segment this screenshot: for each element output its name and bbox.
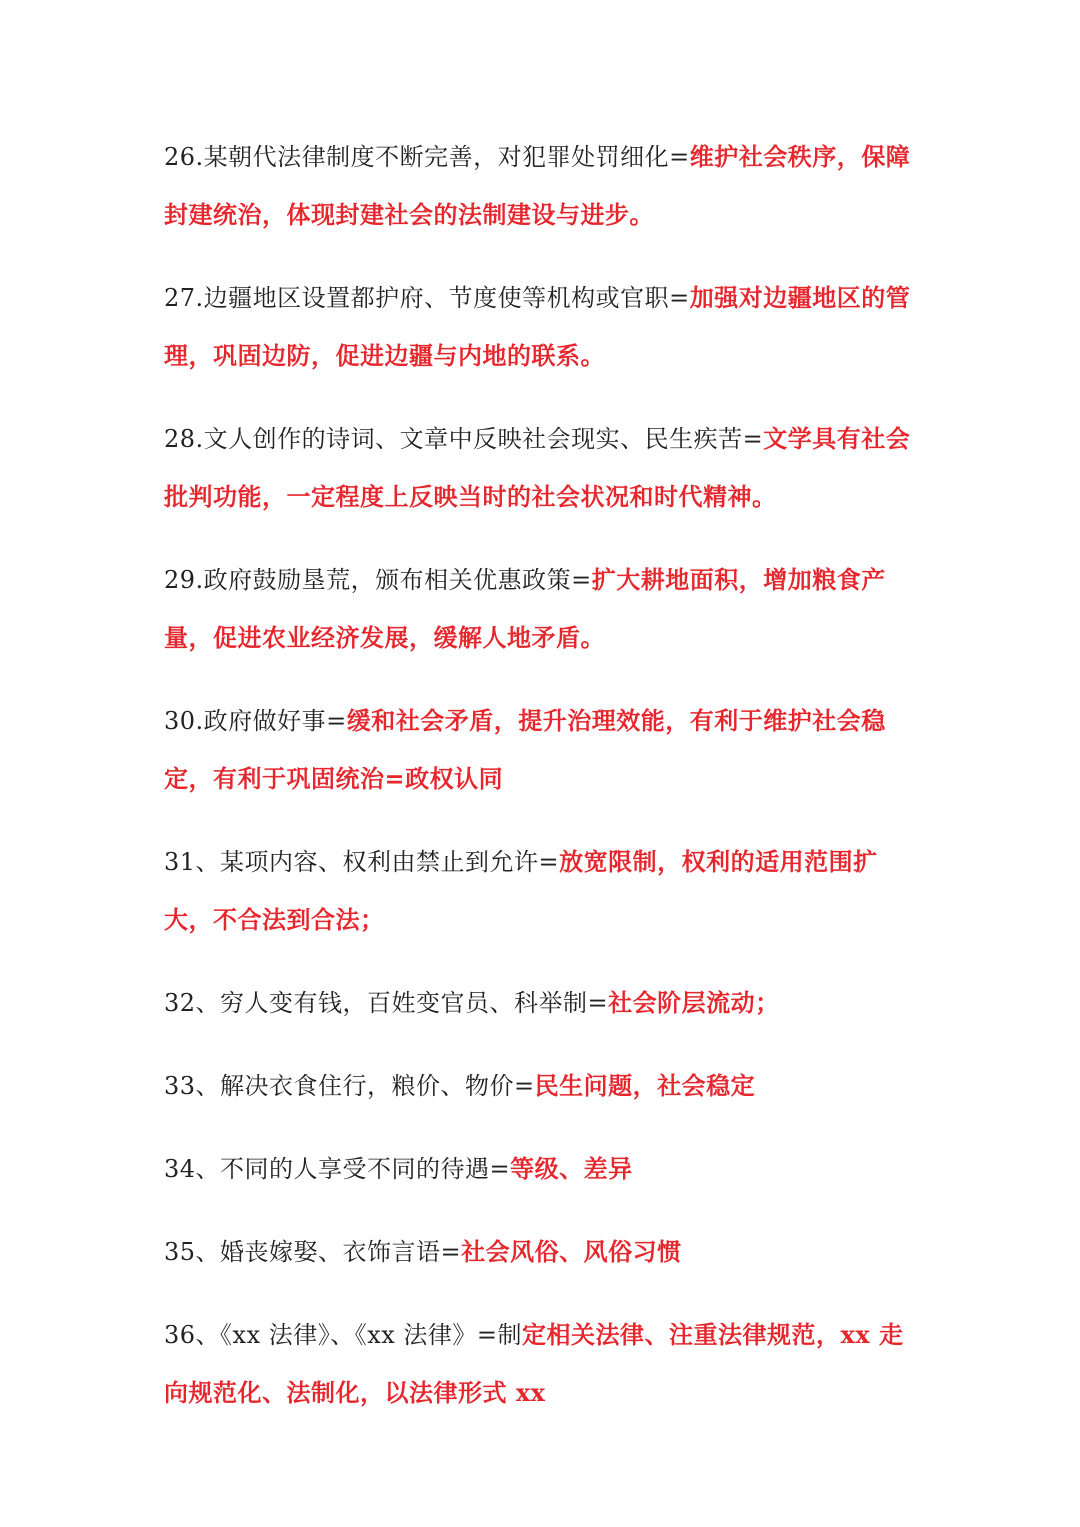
entry-answer: 文学具有社会批判功能，一定程度上反映当时的社会状况和时代精神。 — [164, 424, 911, 511]
entry-question: 27.边疆地区设置都护府、节度使等机构或官职= — [164, 284, 690, 312]
entry-list — [164, 128, 924, 1447]
entry-answer: 社会阶层流动； — [608, 988, 780, 1017]
entry-28 — [164, 410, 924, 526]
entry-34 — [164, 1140, 924, 1198]
entry-27 — [164, 269, 924, 385]
entry-33 — [164, 1057, 924, 1115]
entry-question: 28.文人创作的诗词、文章中反映社会现实、民生疾苦= — [164, 425, 764, 453]
entry-answer: 维护社会秩序，保障封建统治，体现封建社会的法制建设与进步。 — [164, 142, 911, 229]
entry-question: 32、穷人变有钱，百姓变官员、科举制= — [164, 989, 609, 1017]
entry-30 — [164, 692, 924, 808]
entry-answer: 等级、差异 — [510, 1154, 633, 1183]
entry-answer: 扩大耕地面积，增加粮食产量，促进农业经济发展，缓解人地矛盾。 — [164, 565, 886, 652]
entry-question: 33、解决衣食住行，粮价、物价= — [164, 1072, 535, 1100]
entry-question: 35、婚丧嫁娶、衣饰言语= — [164, 1238, 462, 1266]
entry-26 — [164, 128, 924, 244]
entry-question: 36、《xx 法律》、《xx 法律》=制 — [164, 1321, 523, 1349]
entry-31 — [164, 833, 924, 949]
entry-question: 30.政府做好事= — [164, 707, 347, 735]
entry-36 — [164, 1306, 924, 1422]
entry-question: 29.政府鼓励垦荒，颁布相关优惠政策= — [164, 566, 592, 594]
entry-35 — [164, 1223, 924, 1281]
entry-question: 31、某项内容、权利由禁止到允许= — [164, 848, 560, 876]
entry-question: 26.某朝代法律制度不断完善，对犯罪处罚细化= — [164, 143, 690, 171]
entry-question: 34、不同的人享受不同的待遇= — [164, 1155, 511, 1183]
entry-answer: 缓和社会矛盾，提升治理效能，有利于维护社会稳定，有利于巩固统治=政权认同 — [164, 706, 886, 793]
entry-answer: 社会风俗、风俗习惯 — [461, 1237, 682, 1266]
entry-answer: 定相关法律、注重法律规范，xx 走向规范化、法制化，以法律形式 xx — [164, 1320, 904, 1407]
entry-answer: 加强对边疆地区的管理，巩固边防，促进边疆与内地的联系。 — [164, 283, 911, 370]
entry-answer: 民生问题，社会稳定 — [534, 1071, 756, 1100]
entry-answer: 放宽限制，权利的适用范围扩大，不合法到合法； — [164, 847, 878, 934]
entry-32 — [164, 974, 924, 1032]
entry-29 — [164, 551, 924, 667]
